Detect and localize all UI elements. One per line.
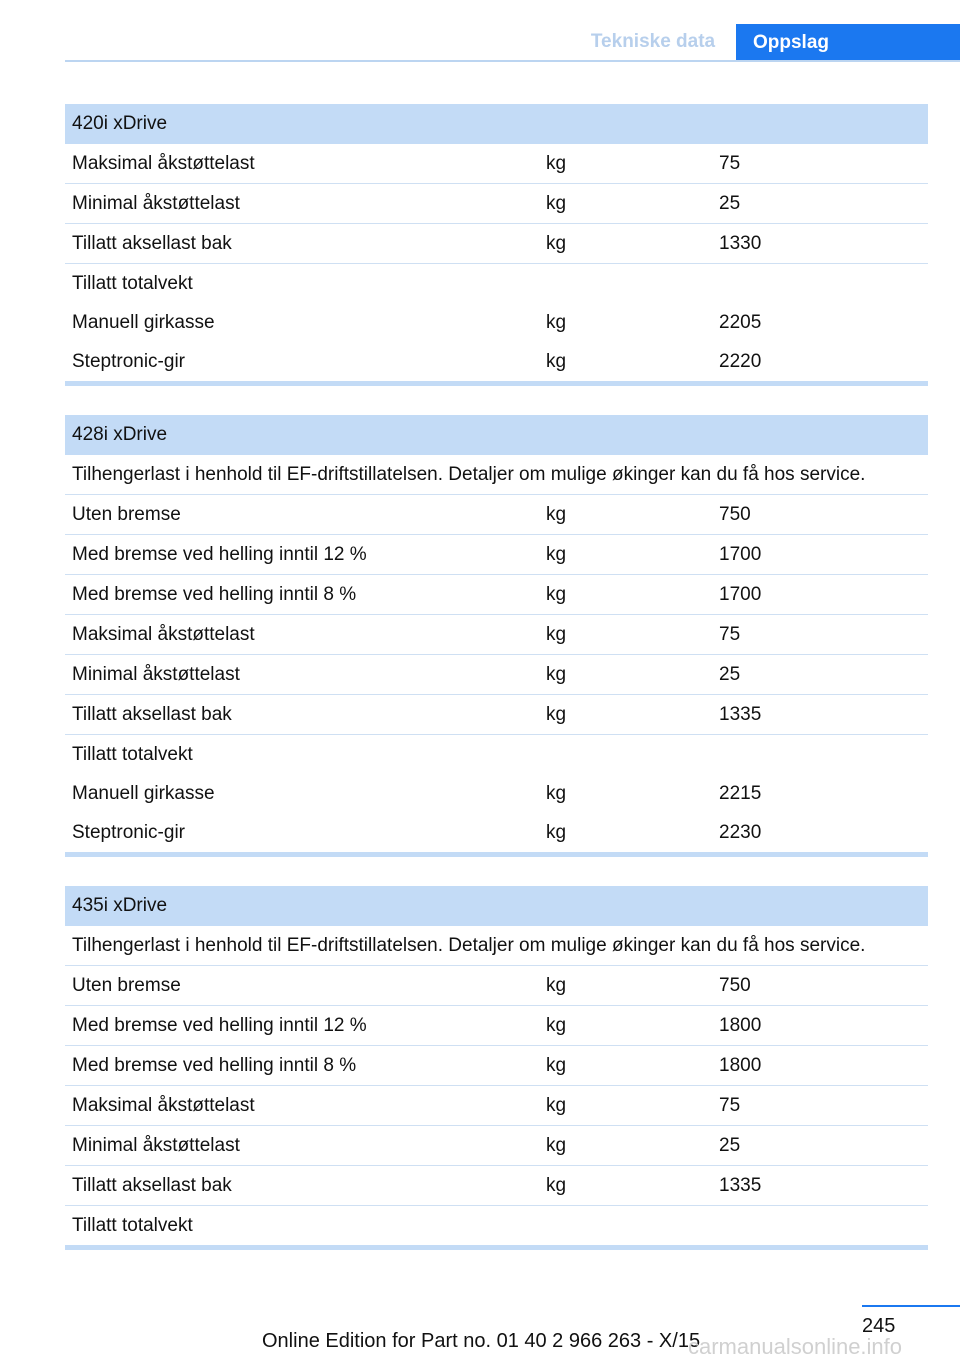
table-row bbox=[65, 1046, 928, 1086]
row-value: 1335 bbox=[719, 704, 762, 725]
table-row bbox=[65, 774, 928, 813]
page-number: 245 bbox=[862, 1315, 896, 1337]
row-label: Uten bremse bbox=[72, 504, 181, 525]
table-title: 435i xDrive bbox=[65, 886, 928, 926]
row-value: 2220 bbox=[719, 351, 762, 372]
table-end-rule bbox=[65, 852, 928, 857]
table-end-rule bbox=[65, 1245, 928, 1250]
chapter-tab: Oppslag bbox=[736, 24, 960, 62]
row-unit: kg bbox=[546, 624, 567, 645]
table-row bbox=[65, 655, 928, 695]
row-unit: kg bbox=[546, 1015, 567, 1036]
row-value: 1700 bbox=[719, 584, 762, 605]
row-label: Med bremse ved helling inntil 8 % bbox=[72, 584, 357, 605]
row-label: Tillatt totalvekt bbox=[72, 744, 193, 765]
row-unit: kg bbox=[546, 233, 567, 254]
row-label: Maksimal åkstøttelast bbox=[72, 624, 255, 645]
spec-table-428i bbox=[65, 415, 928, 857]
table-row bbox=[65, 1206, 928, 1245]
row-unit: kg bbox=[546, 822, 567, 843]
row-value: 75 bbox=[719, 153, 741, 174]
row-label: Maksimal åkstøttelast bbox=[72, 1095, 255, 1116]
row-value: 75 bbox=[719, 1095, 741, 1116]
row-unit: kg bbox=[546, 1135, 567, 1156]
table-row bbox=[65, 495, 928, 535]
table-row bbox=[65, 575, 928, 615]
row-label: Tillatt totalvekt bbox=[72, 273, 193, 294]
table-row bbox=[65, 303, 928, 342]
row-value: 2230 bbox=[719, 822, 762, 843]
page-number-rule bbox=[862, 1305, 960, 1307]
row-unit: kg bbox=[546, 193, 567, 214]
row-value: 1330 bbox=[719, 233, 762, 254]
row-unit: kg bbox=[546, 1055, 567, 1076]
table-end-rule bbox=[65, 381, 928, 386]
row-unit: kg bbox=[546, 1095, 567, 1116]
row-value: 1800 bbox=[719, 1015, 762, 1036]
edition-footer: Online Edition for Part no. 01 40 2 966 263 - X/15 bbox=[262, 1330, 701, 1352]
row-unit: kg bbox=[546, 584, 567, 605]
spec-table-435i bbox=[65, 886, 928, 1250]
row-unit: kg bbox=[546, 975, 567, 996]
table-row bbox=[65, 615, 928, 655]
row-label: Tillatt aksellast bak bbox=[72, 1175, 232, 1196]
row-value: 25 bbox=[719, 1135, 741, 1156]
row-label: Med bremse ved helling inntil 12 % bbox=[72, 544, 367, 565]
table-row bbox=[65, 184, 928, 224]
row-label: Tillatt aksellast bak bbox=[72, 704, 232, 725]
row-value: 750 bbox=[719, 504, 751, 525]
table-note: Tilhengerlast i henhold til EF-driftstillatelsen. Detaljer om mulige økinger kan du få hos service. bbox=[65, 926, 928, 966]
table-row bbox=[65, 535, 928, 575]
row-label: Med bremse ved helling inntil 8 % bbox=[72, 1055, 357, 1076]
table-row bbox=[65, 342, 928, 381]
row-label: Minimal åkstøttelast bbox=[72, 1135, 240, 1156]
row-unit: kg bbox=[546, 783, 567, 804]
row-value: 750 bbox=[719, 975, 751, 996]
row-label: Med bremse ved helling inntil 12 % bbox=[72, 1015, 367, 1036]
row-value: 25 bbox=[719, 664, 741, 685]
row-unit: kg bbox=[546, 153, 567, 174]
section-tab: Tekniske data bbox=[590, 31, 716, 52]
row-unit: kg bbox=[546, 544, 567, 565]
row-value: 25 bbox=[719, 193, 741, 214]
row-label: Steptronic-gir bbox=[72, 351, 185, 372]
row-label: Maksimal åkstøttelast bbox=[72, 153, 255, 174]
row-label: Steptronic-gir bbox=[72, 822, 185, 843]
table-row bbox=[65, 1166, 928, 1206]
row-label: Uten bremse bbox=[72, 975, 181, 996]
row-unit: kg bbox=[546, 312, 567, 333]
row-unit: kg bbox=[546, 351, 567, 372]
watermark: carmanualsonline.info bbox=[688, 1334, 903, 1359]
table-row bbox=[65, 144, 928, 184]
row-value: 1800 bbox=[719, 1055, 762, 1076]
table-row bbox=[65, 813, 928, 852]
table-row bbox=[65, 264, 928, 303]
row-unit: kg bbox=[546, 504, 567, 525]
row-label: Manuell girkasse bbox=[72, 783, 215, 804]
row-unit: kg bbox=[546, 704, 567, 725]
row-label: Tillatt aksellast bak bbox=[72, 233, 232, 254]
spec-table-420i bbox=[65, 104, 928, 386]
row-label: Minimal åkstøttelast bbox=[72, 664, 240, 685]
row-value: 1700 bbox=[719, 544, 762, 565]
row-unit: kg bbox=[546, 1175, 567, 1196]
table-note: Tilhengerlast i henhold til EF-driftstillatelsen. Detaljer om mulige økinger kan du få hos service. bbox=[65, 455, 928, 495]
table-title: 420i xDrive bbox=[65, 104, 928, 144]
row-label: Manuell girkasse bbox=[72, 312, 215, 333]
header-rule bbox=[65, 60, 960, 62]
table-row bbox=[65, 1126, 928, 1166]
row-value: 2215 bbox=[719, 783, 762, 804]
row-unit: kg bbox=[546, 664, 567, 685]
row-value: 2205 bbox=[719, 312, 762, 333]
table-row bbox=[65, 224, 928, 264]
row-label: Tillatt totalvekt bbox=[72, 1215, 193, 1236]
table-title: 428i xDrive bbox=[65, 415, 928, 455]
table-row bbox=[65, 1006, 928, 1046]
table-row bbox=[65, 695, 928, 735]
table-row bbox=[65, 966, 928, 1006]
row-value: 1335 bbox=[719, 1175, 762, 1196]
table-row bbox=[65, 735, 928, 774]
row-value: 75 bbox=[719, 624, 741, 645]
row-label: Minimal åkstøttelast bbox=[72, 193, 240, 214]
table-row bbox=[65, 1086, 928, 1126]
